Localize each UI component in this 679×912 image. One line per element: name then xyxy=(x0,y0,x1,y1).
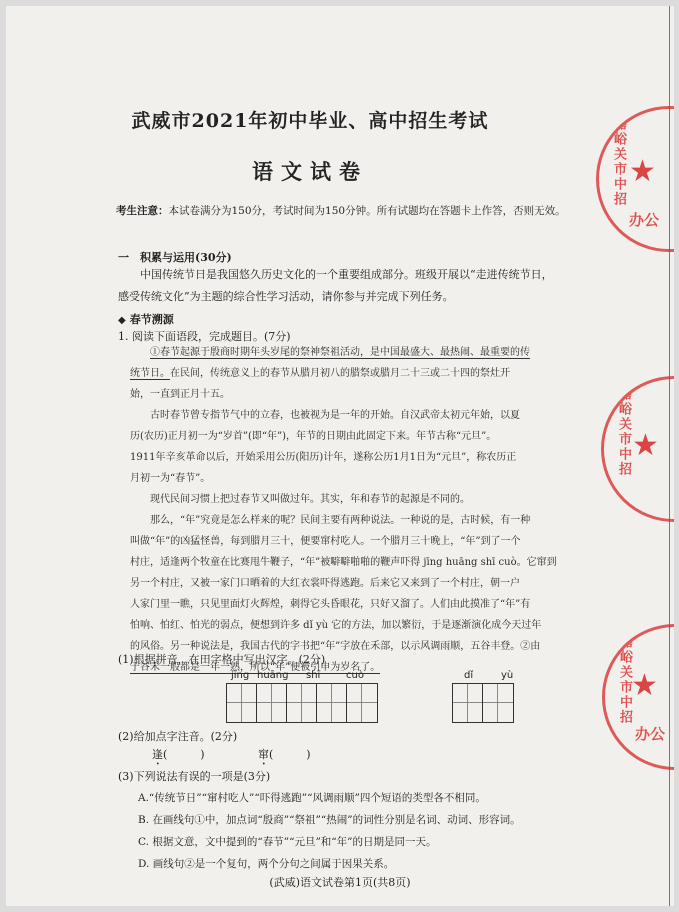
seal-text: 嘉峪关市中招 xyxy=(617,635,632,725)
pronunciation-item-b xyxy=(258,746,311,768)
option-a[interactable]: A.“传统节日”“窜村吃人”“吓得逃跑”“风调雨顺”四个短语的类型各不相同。 xyxy=(138,792,486,804)
option-b[interactable]: B. 在画线句①中，加点词“殷商”“祭祖”“热闹”的词性分别是名词、动词、形容词。 xyxy=(138,814,521,826)
pinyin-label: shī xyxy=(306,670,321,681)
seal-text: 办公 xyxy=(629,211,660,229)
passage-text: 村庄，适逢两个牧童在比赛甩牛鞭子，“年”被噼噼啪啪的鞭声吓得 jīng huāng shī cuò。它窜到 xyxy=(130,557,557,568)
passage-text: 1911年辛亥革命以后，开始采用公历(阳历)计年，遂称公历1月1日为“元旦”，称农历正 xyxy=(130,452,517,463)
grid-cell[interactable] xyxy=(257,684,287,722)
option-c[interactable]: C. 根据文意，文中提到的“春节”“元旦”和“年”的日期是同一天。 xyxy=(138,836,437,848)
grid-cell[interactable] xyxy=(317,684,347,722)
passage-text: 历(农历)正月初一为“岁首”(即“年”)，年节的日期由此固定下来。年节古称“元旦”。 xyxy=(130,431,497,442)
grid-cell[interactable] xyxy=(483,684,513,722)
subquestion-2: (2)给加点字注音。(2分) xyxy=(118,730,238,743)
passage-text: 始，一直到正月十五。 xyxy=(130,389,230,400)
option-d[interactable]: D. 画线句②是一个复句，两个分句之间属于因果关系。 xyxy=(138,858,395,870)
subquestion-3: (3)下列说法有误的一项是(3分) xyxy=(118,770,271,783)
writing-grid-b[interactable] xyxy=(452,683,514,723)
passage-text: 古时春节曾专指节气中的立春，也被视为是一年的开始。自汉武帝太初元年始，以夏 xyxy=(150,410,520,421)
subquestion-1: (1)根据拼音，在田字格中写出汉字。(2分) xyxy=(118,653,326,666)
question-1-label: 1. 阅读下面语段，完成题目。(7分) xyxy=(118,330,291,343)
pinyin-label: jīng xyxy=(231,670,250,681)
reading-passage xyxy=(130,342,665,678)
passage-text: 月初一为“春节”。 xyxy=(130,473,211,484)
exam-page xyxy=(6,6,674,906)
passage-text: 怕响、怕红、怕光的弱点，便想到许多 dǐ yù 它的方法，加以繁衍，于是逐渐演化成今天过年 xyxy=(130,620,542,631)
passage-text: 人家门里一瞧，只见里面灯火辉煌，刺得它头昏眼花，只好又溜了。人们由此摸准了“年”有 xyxy=(130,599,531,610)
writing-grid-a[interactable] xyxy=(226,683,378,723)
seal-text: 办公 xyxy=(635,725,666,743)
exam-subject: 语文试卷 xyxy=(252,159,368,184)
grid-cell[interactable] xyxy=(227,684,257,722)
passage-text: 在民间，传统意义上的春节从腊月初八的腊祭或腊月二十三或二十四的祭灶开 xyxy=(170,368,510,379)
passage-text: 现代民间习惯上把过春节又叫做过年。其实，年和春节的起源是不同的。 xyxy=(150,494,470,505)
star-icon: ★ xyxy=(632,428,659,463)
star-icon: ★ xyxy=(629,154,656,189)
answer-paren[interactable]: ( ) xyxy=(163,748,205,761)
star-icon: ★ xyxy=(631,668,658,703)
grid-cell[interactable] xyxy=(287,684,317,722)
passage-text: 叫做“年”的凶猛怪兽，每到腊月三十，便要窜村吃人。一个腊月三十晚上，“年”到了一个 xyxy=(130,536,521,547)
section-intro xyxy=(118,264,673,286)
diamond-icon: ◆ xyxy=(118,315,126,326)
grid-cell[interactable] xyxy=(453,684,483,722)
intro-line-2: 感受传统文化”为主题的综合性学习活动，请你参与并完成下列任务。 xyxy=(118,290,454,303)
underlined-sentence-1b: 统节日。 xyxy=(130,368,170,379)
underlined-sentence-1a: ①春节起源于殷商时期年头岁尾的祭神祭祖活动，是中国最盛大、最热闹、最重要的传 xyxy=(150,347,530,358)
exam-notice xyxy=(116,203,674,218)
passage-text: ②由 xyxy=(520,641,541,652)
sub-heading-text: 春节溯源 xyxy=(129,313,174,326)
page-footer: (武威)语文试卷第1页(共8页) xyxy=(269,876,411,889)
pinyin-label: dǐ xyxy=(464,670,474,681)
pinyin-label: huāng xyxy=(257,670,289,681)
underlined-sentence-2: 于谷禾一般都是一年一熟，所以“年”便被引申为岁名了。 xyxy=(130,662,381,673)
pronunciation-item-a xyxy=(152,746,205,768)
passage-text: 的风俗。另一种说法是，我国古代的字书把“年”字放在禾部，以示风调雨顺，五谷丰登。 xyxy=(130,641,521,652)
section-heading: 一 积累与运用(30分) xyxy=(118,251,232,264)
seal-text: 嘉峪关市中招 xyxy=(611,117,626,207)
passage-text: 另一个村庄，又被一家门口晒着的大红衣裳吓得逃跑。后来它又来到了一个村庄，朝一户 xyxy=(130,578,520,589)
pinyin-label: yù xyxy=(501,670,514,681)
dotted-char: 逢 xyxy=(152,748,163,761)
exam-title: 武威市2021年初中毕业、高中招生考试 xyxy=(131,110,489,132)
seal-text: 嘉峪关市中招 xyxy=(616,387,631,477)
sub-heading xyxy=(118,311,174,327)
intro-line-1: 中国传统节日是我国悠久历史文化的一个重要组成部分。班级开展以“走进传统节日， xyxy=(140,268,553,281)
passage-text: 那么，“年”究竟是怎么样来的呢？民间主要有两种说法。一种说的是，古时候，有一种 xyxy=(150,515,531,526)
answer-paren[interactable]: ( ) xyxy=(269,748,311,761)
grid-cell[interactable] xyxy=(347,684,377,722)
dotted-char: 窜 xyxy=(258,748,269,761)
notice-label: 考生注意： xyxy=(116,205,169,217)
notice-text: 本试卷满分为150分，考试时间为150分钟。所有试题均在答题卡上作答，否则无效。 xyxy=(168,205,566,217)
pinyin-label: cuò xyxy=(346,670,364,681)
